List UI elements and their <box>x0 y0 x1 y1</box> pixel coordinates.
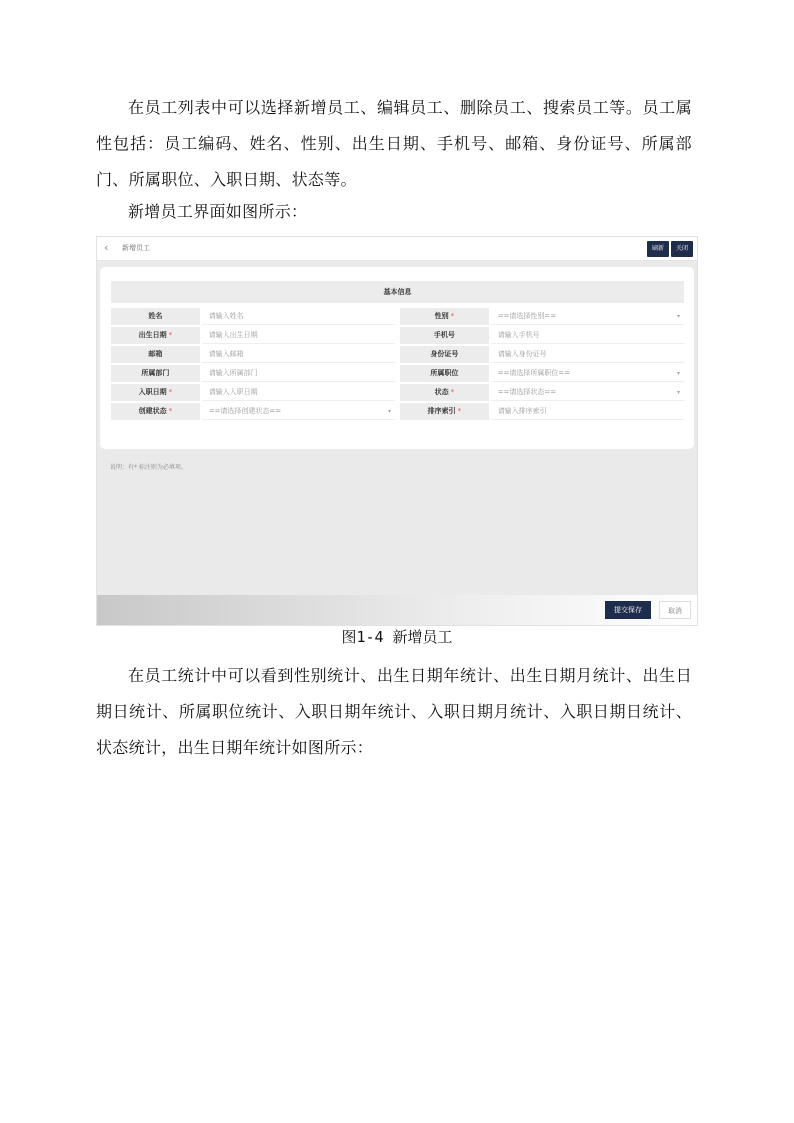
field-placeholder: 请输入手机号 <box>497 331 540 339</box>
page-tab-title: 新增员工 <box>122 244 150 252</box>
input-field[interactable] <box>202 308 395 325</box>
close-button[interactable]: 关闭 <box>671 241 693 257</box>
select-field[interactable] <box>491 365 684 382</box>
field-label <box>400 346 489 363</box>
required-mark: * <box>450 388 455 396</box>
field-label-text: 创建状态 <box>138 407 167 415</box>
field-placeholder: ==请选择性别== <box>497 312 557 320</box>
field-placeholder: 请输入排序索引 <box>497 407 547 415</box>
field-placeholder: ==请选择状态== <box>497 388 557 396</box>
input-field[interactable] <box>491 327 684 344</box>
refresh-button[interactable]: 刷新 <box>647 241 669 257</box>
field-label-text: 手机号 <box>433 331 455 339</box>
field-label-text: 入职日期 <box>138 388 167 396</box>
required-mark: * <box>168 331 173 339</box>
paragraph-figure-intro: 新增员工界面如图所示： <box>128 202 308 221</box>
field-label-text: 性别 <box>434 312 449 320</box>
input-field[interactable] <box>202 327 395 344</box>
field-label <box>400 327 489 344</box>
figure-caption: 图1-4 新增员工 <box>341 628 453 646</box>
input-field[interactable] <box>202 346 395 363</box>
input-field[interactable] <box>202 365 395 382</box>
field-label <box>400 365 489 382</box>
top-bar <box>97 237 697 261</box>
field-label <box>400 384 489 401</box>
paragraph-intro: 在员工列表中可以选择新增员工、编辑员工、删除员工、搜索员工等。员工属性包括：员工编码、姓名、性别、出生日期、手机号、邮箱、身份证号、所属部门、所属职位、入职日期、状态等。 <box>96 98 692 189</box>
form-row <box>111 327 684 344</box>
required-mark: * <box>168 388 173 396</box>
field-placeholder: 请输入身份证号 <box>497 350 547 358</box>
required-mark: * <box>168 407 173 415</box>
required-mark: * <box>450 312 455 320</box>
footer-bar <box>97 595 697 625</box>
input-field[interactable] <box>202 384 395 401</box>
field-label <box>111 365 200 382</box>
paragraph-statistics: 在员工统计中可以看到性别统计、出生日期年统计、出生日期月统计、出生日期日统计、所属职位统计、入职日期年统计、入职日期月统计、入职日期日统计、状态统计，出生日期年统计如图所示： <box>96 666 692 757</box>
form-row <box>111 308 684 325</box>
new-employee-screenshot <box>96 236 698 626</box>
input-field[interactable] <box>491 403 684 420</box>
form-row <box>111 403 684 420</box>
field-label-text: 所属职位 <box>430 369 459 377</box>
field-label-text: 邮箱 <box>148 350 163 358</box>
form-card <box>100 267 694 471</box>
field-placeholder: 请输入邮箱 <box>208 350 244 358</box>
field-label-text: 状态 <box>434 388 449 396</box>
field-label <box>111 384 200 401</box>
form-row <box>111 384 684 401</box>
select-field[interactable] <box>491 384 684 401</box>
field-label <box>400 403 489 420</box>
field-label <box>111 327 200 344</box>
employee-form <box>111 308 684 422</box>
input-field[interactable] <box>491 346 684 363</box>
chevron-down-icon: ▾ <box>388 408 392 415</box>
field-placeholder: 请输入入职日期 <box>208 388 258 396</box>
field-placeholder: 请输入出生日期 <box>208 331 258 339</box>
required-mark: * <box>457 407 462 415</box>
field-label-text: 出生日期 <box>138 331 167 339</box>
back-icon[interactable]: ‹ <box>104 241 109 254</box>
field-placeholder: ==请选择创建状态== <box>208 407 282 415</box>
field-label-text: 姓名 <box>148 312 163 320</box>
field-label <box>111 403 200 420</box>
form-row <box>111 346 684 363</box>
field-placeholder: 请输入姓名 <box>208 312 244 320</box>
chevron-down-icon: ▾ <box>677 370 681 377</box>
field-label-text: 排序索引 <box>427 407 456 415</box>
field-label <box>111 346 200 363</box>
field-placeholder: 请输入所属部门 <box>208 369 258 377</box>
chevron-down-icon: ▾ <box>677 389 681 396</box>
select-field[interactable] <box>202 403 395 420</box>
section-title: 基本信息 <box>111 281 684 303</box>
required-note: 说明：有* 标注则为必填项。 <box>110 464 187 471</box>
select-field[interactable] <box>491 308 684 325</box>
chevron-down-icon: ▾ <box>677 313 681 320</box>
cancel-button[interactable]: 取消 <box>659 601 691 619</box>
form-row <box>111 365 684 382</box>
field-label <box>111 308 200 325</box>
field-placeholder: ==请选择所属职位== <box>497 369 571 377</box>
submit-save-button[interactable]: 提交保存 <box>605 601 651 619</box>
field-label-text: 所属部门 <box>141 369 170 377</box>
field-label <box>400 308 489 325</box>
field-label-text: 身份证号 <box>430 350 459 358</box>
